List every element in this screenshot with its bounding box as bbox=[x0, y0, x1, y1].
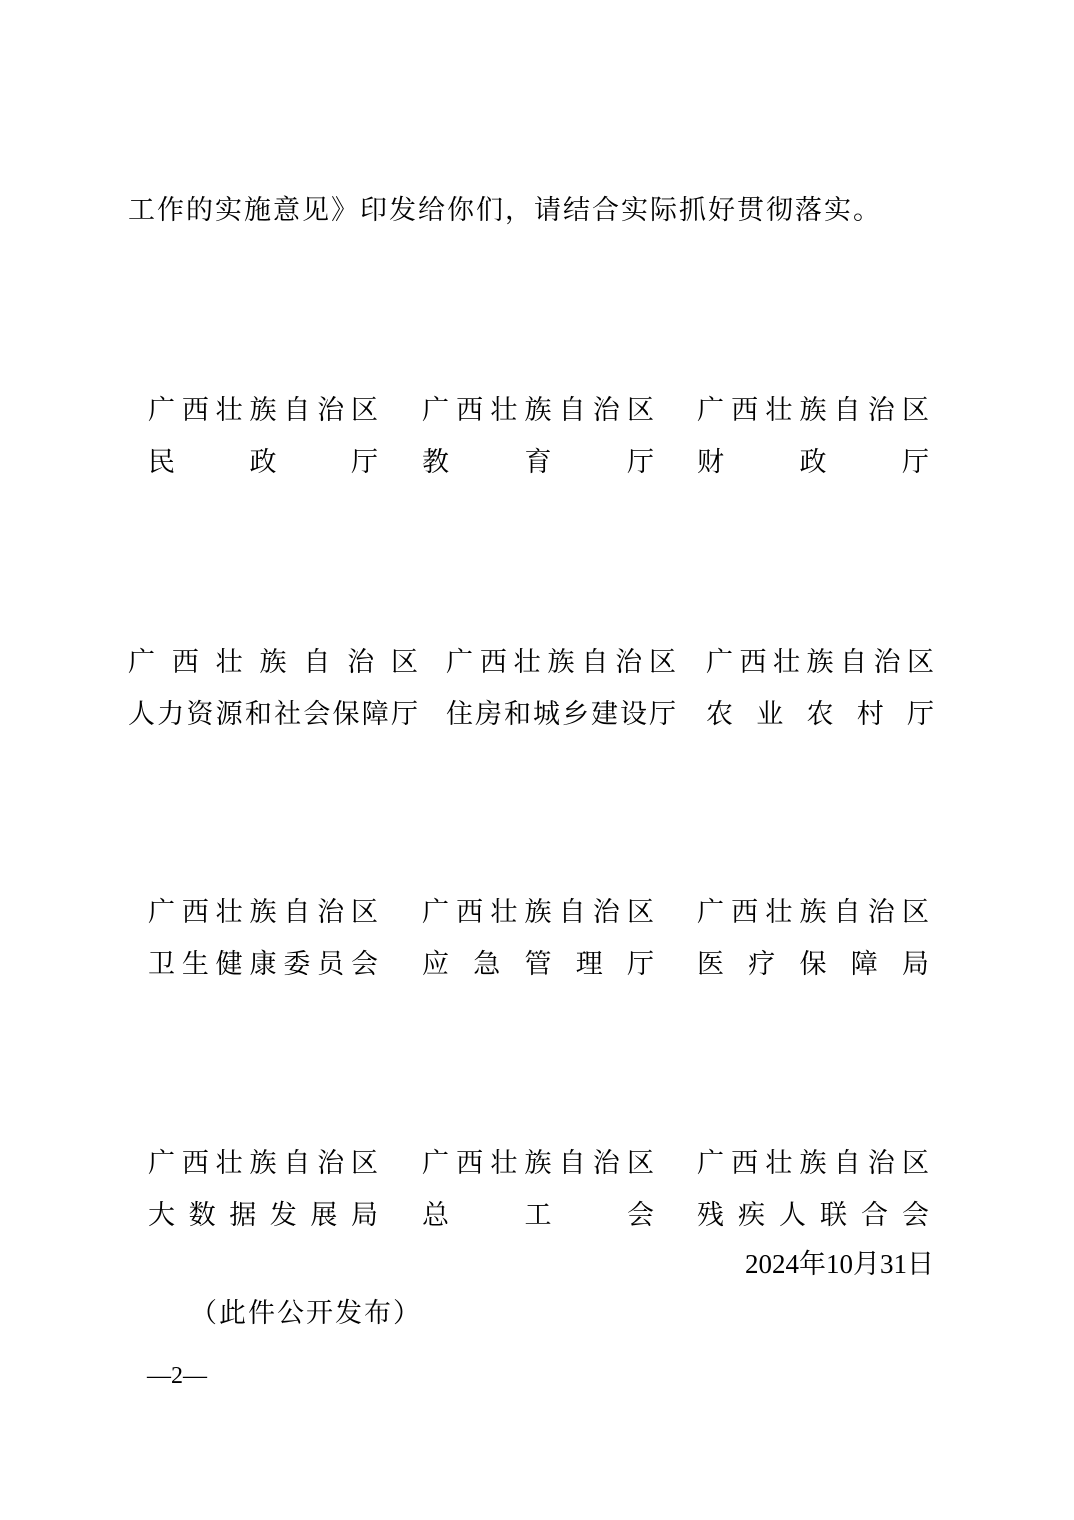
signatory-region-name: 广 西 壮 族 自 治 区 bbox=[422, 395, 654, 426]
signatory-department-name: 教 育 厅 bbox=[422, 447, 654, 478]
signatory-department-name: 应 急 管 理 厅 bbox=[422, 949, 654, 980]
public-release-note: （此件公开发布） bbox=[190, 1298, 422, 1329]
body-text-line: 工作的实施意见》印发给你们，请结合实际抓好贯彻落实。 bbox=[128, 195, 882, 226]
signatory-region-name: 广 西 壮 族 自 治 区 bbox=[422, 1148, 654, 1179]
signatory-region-name: 广 西 壮 族 自 治 区 bbox=[706, 647, 934, 678]
signatory-region-name: 广 西 壮 族 自 治 区 bbox=[148, 1148, 378, 1179]
signatory-region-name: 广 西 壮 族 自 治 区 bbox=[128, 647, 418, 678]
signatory-region-name: 广 西 壮 族 自 治 区 bbox=[148, 897, 378, 928]
signatory-region-name: 广 西 壮 族 自 治 区 bbox=[446, 647, 676, 678]
signatory-region-name: 广 西 壮 族 自 治 区 bbox=[697, 1148, 929, 1179]
signatory-region-name: 广 西 壮 族 自 治 区 bbox=[697, 395, 929, 426]
signatory-region-name: 广 西 壮 族 自 治 区 bbox=[148, 395, 378, 426]
signatory-region-name: 广 西 壮 族 自 治 区 bbox=[422, 897, 654, 928]
issue-date: 2024年10月31日 bbox=[745, 1249, 934, 1279]
signatory-department-name: 人 力 资 源 和 社 会 保 障 厅 bbox=[128, 699, 418, 730]
signatory-department-name: 民 政 厅 bbox=[148, 447, 378, 478]
signatory-department-name: 农 业 农 村 厅 bbox=[706, 699, 934, 730]
signatory-department-name: 卫 生 健 康 委 员 会 bbox=[148, 949, 378, 980]
page-number: —2— bbox=[147, 1363, 207, 1389]
signatory-department-name: 总 工 会 bbox=[422, 1200, 654, 1231]
signatory-department-name: 住 房 和 城 乡 建 设 厅 bbox=[446, 699, 676, 730]
signatory-department-name: 残 疾 人 联 合 会 bbox=[697, 1200, 929, 1231]
signatory-department-name: 医 疗 保 障 局 bbox=[697, 949, 929, 980]
signatory-region-name: 广 西 壮 族 自 治 区 bbox=[697, 897, 929, 928]
signatory-department-name: 财 政 厅 bbox=[697, 447, 929, 478]
signatory-department-name: 大 数 据 发 展 局 bbox=[148, 1200, 378, 1231]
